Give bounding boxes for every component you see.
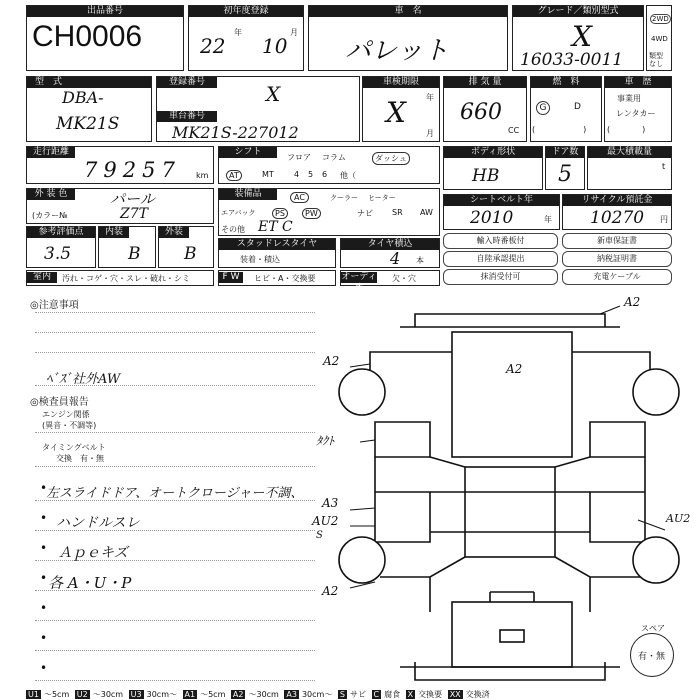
shift-6: 6 bbox=[322, 170, 328, 179]
equip-other-label: その他 bbox=[221, 225, 245, 234]
history-paren: ( ) bbox=[607, 125, 646, 134]
new-warranty-pill: 新車保証書 bbox=[562, 233, 672, 249]
shift-at: AT bbox=[226, 170, 242, 181]
type-none: 類型なし bbox=[649, 52, 663, 68]
type-code: 16033-0011 bbox=[520, 50, 624, 70]
bullet-7: • bbox=[40, 661, 48, 675]
deleted-pill: 抹消受付可 bbox=[443, 269, 558, 285]
hood bbox=[452, 332, 572, 457]
fuel-label: 燃 料 bbox=[531, 77, 601, 88]
ann-bottom-left: A2 bbox=[322, 584, 339, 598]
model-value: パレット bbox=[345, 36, 449, 66]
bullet-4: • bbox=[40, 571, 48, 585]
reg-value: X bbox=[266, 82, 281, 106]
year-value: 22 bbox=[200, 34, 226, 58]
bullet-6: • bbox=[40, 631, 48, 645]
equip-pw: PW bbox=[302, 208, 321, 219]
self-approval-pill: 自陸承認提出 bbox=[443, 251, 558, 267]
model-label: 車 名 bbox=[309, 6, 507, 17]
year-unit: 年 bbox=[234, 28, 242, 37]
shift-floor: フロア bbox=[287, 153, 311, 162]
ann-left-mid: ﾀｸﾄ bbox=[316, 434, 335, 448]
kata-label: 型 式 bbox=[27, 77, 151, 88]
equip-label: 装備品 bbox=[219, 189, 277, 200]
charger-cable-pill: 充電ケーブル bbox=[562, 269, 672, 285]
equip-airbag: エアバック bbox=[221, 209, 256, 217]
chassis-label: 車台番号 bbox=[157, 111, 217, 122]
month-value: 10 bbox=[262, 34, 288, 58]
legend-text-u3: 30cm〜 bbox=[146, 690, 177, 699]
legend-code-u3: U3 bbox=[130, 690, 142, 699]
fuel-d: D bbox=[574, 102, 581, 112]
equip-sr: SR bbox=[392, 208, 403, 217]
rear-bumper bbox=[415, 662, 605, 680]
payment-cert-pill: 納税証明書 bbox=[562, 251, 672, 267]
bullet-1: • bbox=[40, 481, 48, 495]
wheel-front-left bbox=[339, 369, 385, 415]
shift-5: 5 bbox=[308, 170, 314, 179]
legend-code-xx: XX bbox=[449, 690, 461, 699]
ann-rear-right: AU2 bbox=[666, 512, 691, 525]
legend-code-x: X bbox=[407, 690, 414, 699]
legend-text-x: 交換要 bbox=[418, 690, 443, 699]
seatbelt-label: シートベルト年 bbox=[444, 195, 559, 206]
report-4: 各 A・U・P bbox=[48, 574, 132, 592]
lot-number: CH0006 bbox=[32, 20, 143, 53]
mileage-value: 79257 bbox=[84, 158, 181, 182]
ann-rear-left-au2: AU2 bbox=[312, 514, 339, 528]
ann-rear-left-a3: A3 bbox=[322, 496, 339, 510]
km-unit: km bbox=[196, 171, 209, 180]
equip-other: ET C bbox=[258, 219, 293, 235]
shift-4: 4 bbox=[294, 170, 300, 179]
interior-value: B bbox=[128, 244, 141, 264]
legend-code-c: C bbox=[373, 690, 380, 699]
legend-code-a1: A1 bbox=[184, 690, 196, 699]
audio-label: オーディオ bbox=[341, 272, 377, 293]
body-value: HB bbox=[472, 166, 500, 186]
history-business: 事業用 bbox=[617, 94, 641, 103]
equip-heater: ヒーター bbox=[368, 194, 396, 202]
grade-value: X bbox=[572, 20, 592, 53]
equip-cooler: クーラー bbox=[330, 194, 358, 202]
report-2: ハンドルスレ bbox=[56, 515, 140, 531]
studless-opts: 装着・積込 bbox=[240, 255, 280, 264]
legend-text-s: サビ bbox=[349, 690, 366, 699]
ann-front-left: A2 bbox=[323, 354, 340, 368]
shift-other: 他（ bbox=[340, 171, 356, 180]
wheel-rear-right bbox=[633, 537, 679, 583]
legend-code-a2: A2 bbox=[232, 690, 244, 699]
grade-label: グレード／類別型式 bbox=[513, 6, 643, 17]
color-value: パール bbox=[110, 190, 155, 208]
kata-line-2: MK21S bbox=[56, 114, 120, 134]
tire-label: タイヤ積込 bbox=[341, 239, 439, 250]
import-plate-pill: 輸入時番板付 bbox=[443, 233, 558, 249]
tire-unit: 本 bbox=[416, 256, 424, 265]
fuel-g: G bbox=[536, 101, 550, 115]
capacity-unit: t bbox=[662, 162, 666, 171]
inspector-title: ◎検査員報告 bbox=[30, 397, 89, 408]
fw-label: F W bbox=[219, 272, 243, 283]
shift-column: コラム bbox=[322, 153, 346, 162]
exterior-value: B bbox=[184, 244, 197, 264]
audio-opts: 欠・穴 bbox=[392, 274, 416, 283]
tire-count: 4 bbox=[390, 249, 401, 268]
recycle-unit: 円 bbox=[660, 215, 668, 224]
doors-label: ドア数 bbox=[546, 147, 584, 158]
inspection-label: 車検期限 bbox=[363, 77, 439, 88]
legend-text-a3: 30cm〜 bbox=[301, 690, 333, 699]
cc-unit: CC bbox=[508, 126, 520, 135]
legend-text-u1: 〜5cm bbox=[43, 690, 70, 699]
bullet-3: • bbox=[40, 541, 48, 555]
lot-label: 出品番号 bbox=[27, 6, 183, 17]
body-label: ボディ形状 bbox=[444, 147, 542, 158]
rear-doors bbox=[375, 492, 645, 542]
fuel-paren: ( ) bbox=[532, 125, 587, 134]
engine-sub: (異音・不調等) bbox=[42, 421, 97, 430]
wheel-front-right bbox=[633, 369, 679, 415]
legend-text-xx: 交換済 bbox=[465, 690, 490, 699]
notes-title: ◎注意事項 bbox=[30, 300, 79, 311]
month-unit: 月 bbox=[290, 28, 298, 37]
recycle-label: リサイクル預託金 bbox=[563, 195, 671, 206]
shift-mt: MT bbox=[262, 170, 274, 179]
bullet-5: • bbox=[40, 601, 48, 615]
history-rental: レンタカー bbox=[616, 109, 656, 118]
legend-code-u2: U2 bbox=[76, 690, 88, 699]
roof bbox=[465, 467, 555, 557]
capacity-label: 最大積載量 bbox=[588, 147, 671, 158]
interior-room-opts: 汚れ・コゲ・穴・スレ・破れ・シミ bbox=[62, 274, 190, 283]
year-label: 初年度登録 bbox=[189, 6, 303, 17]
note-1: ﾍﾞｽﾞ社外AW bbox=[46, 372, 121, 387]
doors-value: 5 bbox=[558, 162, 572, 187]
rear-hatch bbox=[452, 602, 572, 667]
legend-text-a2: 〜30cm bbox=[248, 690, 279, 699]
seatbelt-unit: 年 bbox=[544, 215, 552, 224]
exterior-label: 外装 bbox=[159, 227, 189, 238]
equip-ps: PS bbox=[272, 208, 288, 219]
report-3: Ａｐｅキズ bbox=[58, 545, 128, 561]
interior-label: 内装 bbox=[99, 227, 129, 238]
seatbelt-year: 2010 bbox=[470, 208, 514, 228]
inspection-value: X bbox=[386, 96, 406, 129]
fw-opts: ヒビ・A・交換要 bbox=[254, 274, 316, 283]
front-bumper bbox=[415, 314, 605, 327]
spare-label: スペア bbox=[641, 624, 665, 633]
legend-code-a3: A3 bbox=[286, 690, 297, 699]
legend-text-a1: 〜5cm bbox=[200, 690, 226, 699]
score-label: 参考評価点 bbox=[27, 227, 95, 238]
equip-navi: ナビ bbox=[357, 209, 373, 218]
legend-bar bbox=[26, 689, 672, 700]
color-label: 外 装 色 bbox=[27, 189, 75, 200]
shift-label: シフト bbox=[219, 147, 277, 158]
equip-ac: AC bbox=[290, 192, 309, 203]
color-code-label: (カラー№ bbox=[32, 211, 68, 220]
timing-label: タイミングベルト bbox=[42, 443, 106, 452]
ann-hood: A2 bbox=[506, 362, 523, 376]
recycle-value: 10270 bbox=[590, 208, 645, 228]
car-diagram bbox=[320, 292, 680, 688]
displacement-value: 660 bbox=[460, 100, 502, 125]
timing-exchange: 交換 有・無 bbox=[56, 454, 104, 463]
score-value: 3.5 bbox=[44, 244, 72, 264]
ann-top: A2 bbox=[624, 295, 641, 309]
ann-rear-left-s: S bbox=[316, 530, 323, 541]
inspection-month: 月 bbox=[426, 129, 434, 138]
mileage-label: 走行距離 bbox=[27, 147, 75, 158]
displacement-label: 排 気 量 bbox=[444, 77, 526, 88]
drive-4wd: 4WD bbox=[651, 35, 668, 43]
legend-text-c: 腐食 bbox=[384, 690, 401, 699]
legend-code-u1: U1 bbox=[28, 690, 39, 699]
legend-text-u2: 〜30cm bbox=[92, 690, 124, 699]
drive-2wd: 2WD bbox=[652, 15, 669, 23]
interior-room-label: 室内 bbox=[27, 272, 57, 283]
history-label: 車 歴 bbox=[605, 77, 671, 88]
front-doors bbox=[375, 422, 645, 457]
shift-dash: ダッシュ bbox=[372, 152, 410, 165]
engine-label: エンジン関係 bbox=[42, 410, 90, 419]
kata-line-1: DBA- bbox=[62, 88, 104, 107]
reg-label: 登録番号 bbox=[157, 77, 217, 88]
bullet-2: • bbox=[40, 511, 48, 525]
studless-label: スタッドレスタイヤ bbox=[219, 239, 335, 250]
legend-code-s: S bbox=[339, 690, 345, 699]
inspection-year: 年 bbox=[426, 93, 434, 102]
spare-opts: 有・無 bbox=[638, 652, 666, 662]
color-code: Z7T bbox=[120, 206, 148, 222]
report-1: 左スライドドア、オートクロージャー不調、 bbox=[46, 486, 304, 501]
equip-aw: AW bbox=[420, 208, 433, 217]
chassis-value: MK21S-227012 bbox=[172, 123, 299, 142]
wheel-rear-left bbox=[339, 537, 385, 583]
